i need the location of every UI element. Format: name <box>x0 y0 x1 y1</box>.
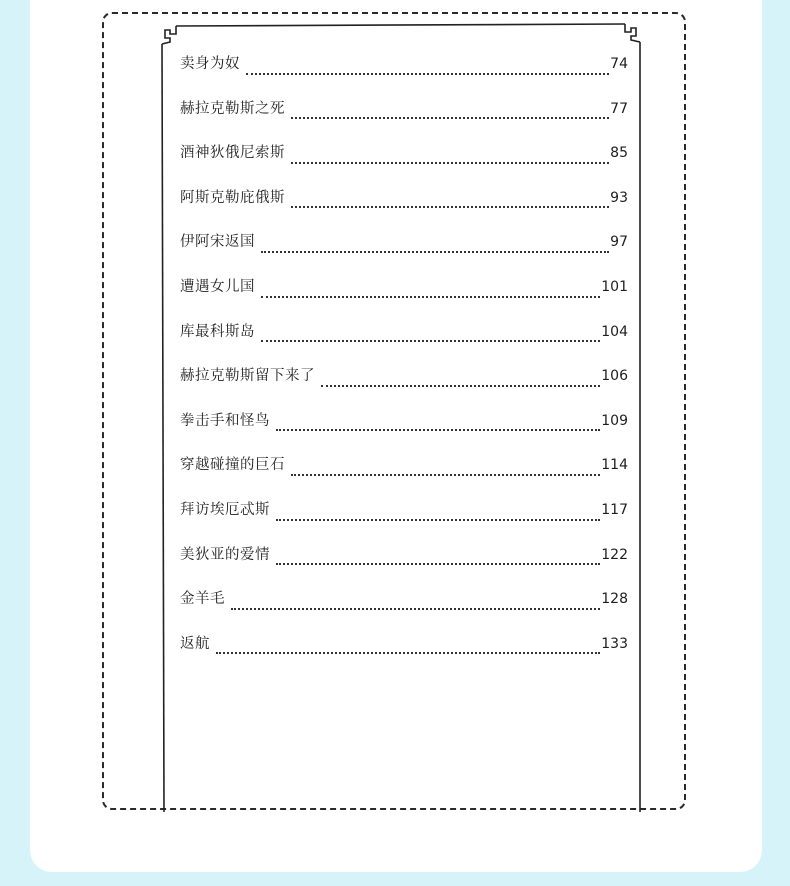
dot-leader <box>291 474 600 476</box>
toc-entry-title: 库最科斯岛 <box>180 323 255 340</box>
toc-entry-title: 卖身为奴 <box>180 56 240 72</box>
toc-entry-page-number: 117 <box>601 501 628 518</box>
toc-entry[interactable] <box>180 141 628 186</box>
toc-entry-title: 赫拉克勒斯之死 <box>180 100 285 117</box>
dot-leader <box>291 206 609 208</box>
toc-entry-page-number: 104 <box>601 323 628 340</box>
toc-entry[interactable] <box>180 230 628 275</box>
toc-entry-page-number: 101 <box>601 278 628 295</box>
toc-entry[interactable] <box>180 498 628 543</box>
toc-entry[interactable] <box>180 52 628 97</box>
toc-entry-title: 阿斯克勒庇俄斯 <box>180 189 285 206</box>
toc-entry-page-number: 93 <box>610 189 628 206</box>
toc-entry-title: 赫拉克勒斯留下来了 <box>180 368 315 385</box>
toc-entry-page-number: 133 <box>601 635 628 652</box>
toc-entry[interactable] <box>180 186 628 231</box>
toc-entry-page-number: 77 <box>610 100 628 117</box>
toc-entry-title: 金羊毛 <box>180 591 225 608</box>
dot-leader <box>246 73 609 75</box>
toc-entry-title: 拜访埃厄忒斯 <box>180 501 270 518</box>
toc-entry-page-number: 122 <box>601 546 628 563</box>
toc-entry-page-number: 109 <box>601 412 628 429</box>
toc-entry-title: 美狄亚的爱情 <box>180 546 270 563</box>
table-of-contents <box>180 52 628 676</box>
toc-entry[interactable] <box>180 587 628 632</box>
toc-entry-page-number: 128 <box>601 591 628 608</box>
toc-entry-title: 酒神狄俄尼索斯 <box>180 145 285 162</box>
dot-leader <box>231 608 600 610</box>
toc-entry-title: 返航 <box>180 635 210 652</box>
toc-entry[interactable] <box>180 453 628 498</box>
toc-entry[interactable] <box>180 409 628 454</box>
dot-leader <box>261 296 600 298</box>
dot-leader <box>261 251 609 253</box>
toc-entry-title: 遭遇女儿国 <box>180 278 255 295</box>
dot-leader <box>276 429 600 431</box>
toc-entry-page-number: 74 <box>610 56 628 72</box>
toc-entry[interactable] <box>180 543 628 588</box>
toc-entry-page-number: 85 <box>610 145 628 162</box>
toc-entry-page-number: 106 <box>601 368 628 385</box>
dot-leader <box>291 117 609 119</box>
toc-entry-title: 穿越碰撞的巨石 <box>180 457 285 474</box>
dot-leader <box>261 340 600 342</box>
toc-entry-title: 伊阿宋返国 <box>180 234 255 251</box>
dot-leader <box>276 519 600 521</box>
toc-entry[interactable] <box>180 97 628 142</box>
toc-entry[interactable] <box>180 632 628 677</box>
dot-leader <box>276 563 600 565</box>
toc-entry[interactable] <box>180 320 628 365</box>
dot-leader <box>216 652 600 654</box>
dot-leader <box>321 385 600 387</box>
toc-entry-title: 拳击手和怪鸟 <box>180 412 270 429</box>
toc-entry-page-number: 114 <box>601 457 628 474</box>
toc-entry-page-number: 97 <box>610 234 628 251</box>
dot-leader <box>291 162 609 164</box>
toc-entry[interactable] <box>180 364 628 409</box>
toc-entry[interactable] <box>180 275 628 320</box>
